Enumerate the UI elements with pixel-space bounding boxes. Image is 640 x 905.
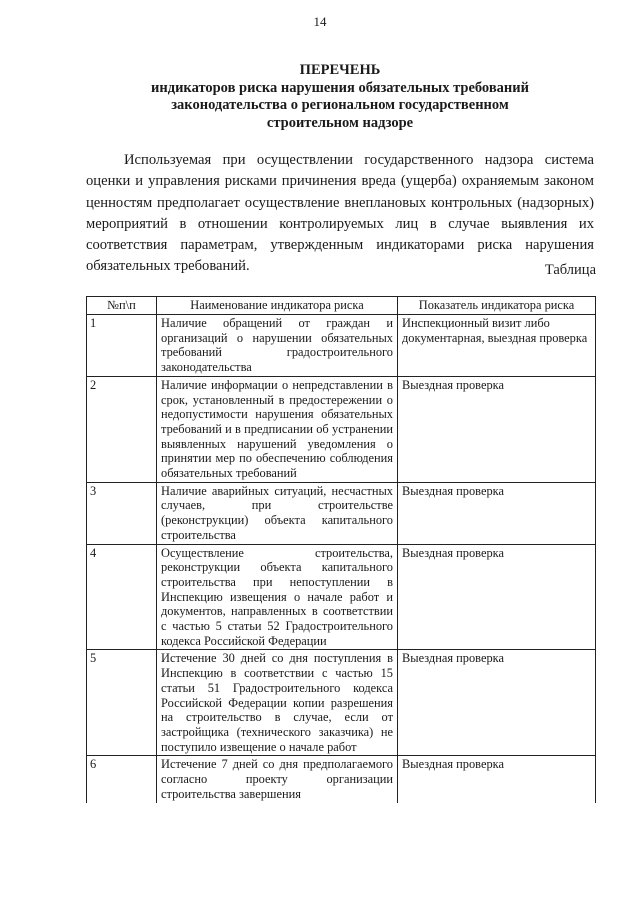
row-number: 4: [87, 544, 157, 650]
risk-indicators-table: [86, 296, 596, 803]
indicator-value: Выездная проверка: [398, 482, 596, 544]
document-title: [80, 62, 600, 132]
indicator-name: Наличие информации о непредставлении в срок, установленный в предостережении о недопустимости нарушения обязательных требований и в предписании об устранении выявленных нарушений уведомления о принятии мер по обеспечению соблюдения обязательных требований: [157, 376, 398, 482]
table-row: [87, 376, 596, 482]
table-row: [87, 650, 596, 756]
title-line: законодательства о региональном государственном: [171, 97, 509, 113]
row-number: 6: [87, 756, 157, 803]
title-heading: ПЕРЕЧЕНЬ: [299, 62, 381, 78]
indicator-value: Инспекционный визит либо документарная, выездная проверка: [398, 315, 596, 377]
title-line: строительном надзоре: [266, 114, 414, 131]
row-number: 1: [87, 315, 157, 377]
header-number: №п\п: [87, 297, 157, 315]
row-number: 5: [87, 650, 157, 756]
indicator-name: Истечение 7 дней со дня предполагаемого согласно проекту организации строительства завершения: [157, 756, 398, 803]
indicator-name: Наличие обращений от граждан и организаций о нарушении обязательных требований градостроительного законодательства: [157, 315, 398, 377]
title-line: индикаторов риска нарушения обязательных требований: [151, 79, 529, 96]
indicator-name: Наличие аварийных ситуаций, несчастных случаев, при строительстве (реконструкции) объекта капитального строительства: [157, 482, 398, 544]
indicator-value: Выездная проверка: [398, 544, 596, 650]
table-row: [87, 482, 596, 544]
table-label: Таблица: [544, 262, 596, 278]
intro-paragraph: Используемая при осуществлении государственного надзора система оценки и управления рисками причинения вреда (ущерба) охраняемым законом ценностям предполагает осуществление внеплановых контрольных (надзорных) мероприятий в отношении контролируемых лиц в случае выявления их соответствия параметрам, утвержденным индикаторами риска нарушения обязательных требований.: [86, 152, 594, 275]
table-row: [87, 756, 596, 803]
row-number: 2: [87, 376, 157, 482]
header-indicator-name: Наименование индикатора риска: [157, 297, 398, 315]
table-row: [87, 315, 596, 377]
table-header-row: [87, 297, 596, 315]
page-number: 14: [313, 14, 327, 29]
indicator-name: Истечение 30 дней со дня поступления в Инспекцию в соответствии с частью 15 статьи 51 Градостроительного кодекса Российской Федерации копии разрешения на строительство в случае, если от застройщика (технического заказчика) не поступило извещение о начале работ: [157, 650, 398, 756]
row-number: 3: [87, 482, 157, 544]
indicator-value: Выездная проверка: [398, 376, 596, 482]
indicator-name: Осуществление строительства, реконструкции объекта капитального строительства при непоступлении в Инспекцию извещения о начале работ и документов, направленных в соответствии с частью 5 статьи 52 Градостроительного кодекса Российской Федерации: [157, 544, 398, 650]
indicator-value: Выездная проверка: [398, 756, 596, 803]
indicator-value: Выездная проверка: [398, 650, 596, 756]
table-row: [87, 544, 596, 650]
header-indicator-value: Показатель индикатора риска: [398, 297, 596, 315]
